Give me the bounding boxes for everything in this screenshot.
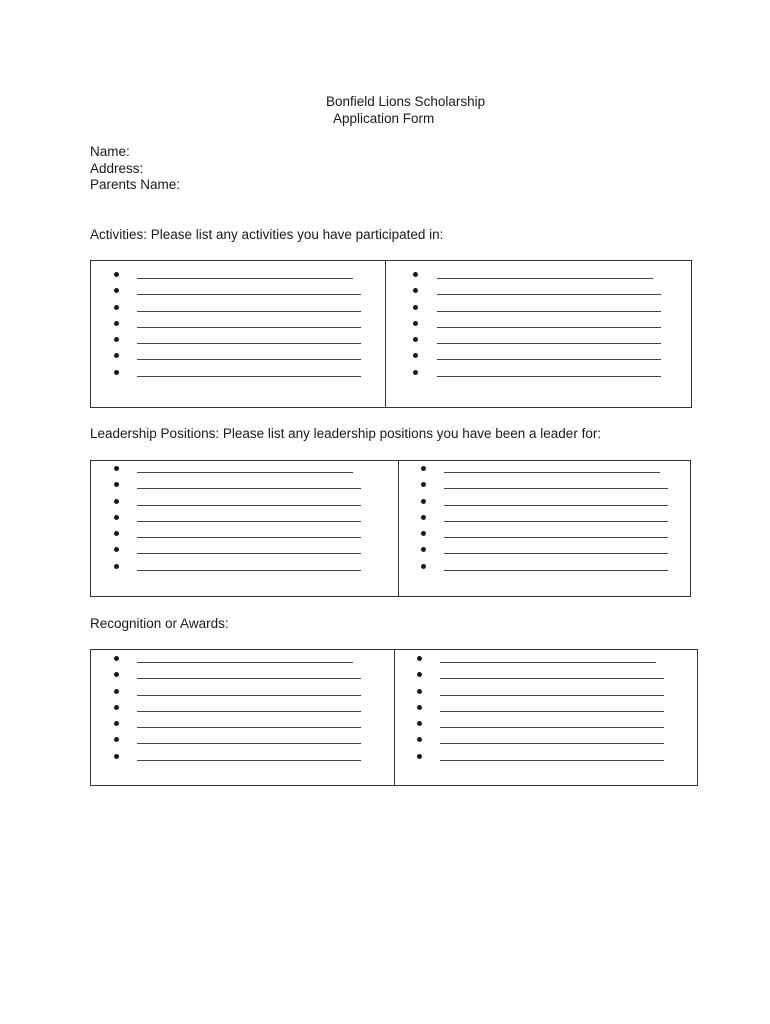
blank-entry-line[interactable] bbox=[137, 727, 361, 728]
blank-entry-line[interactable] bbox=[437, 311, 661, 312]
blank-entry-line[interactable] bbox=[440, 695, 664, 696]
bullet-dot bbox=[114, 705, 119, 710]
blank-entry-line[interactable] bbox=[440, 662, 656, 663]
bullet-dot bbox=[114, 656, 119, 661]
form-title-line-1: Bonfield Lions Scholarship bbox=[326, 94, 486, 109]
bullet-dot bbox=[114, 466, 119, 471]
awards-heading: Recognition or Awards: bbox=[90, 616, 229, 631]
bullet-dot bbox=[114, 689, 119, 694]
activities-heading: Activities: Please list any activities you have participated in: bbox=[90, 227, 444, 242]
blank-entry-line[interactable] bbox=[137, 472, 353, 473]
blank-entry-line[interactable] bbox=[437, 294, 661, 295]
blank-entry-line[interactable] bbox=[137, 327, 361, 328]
blank-entry-line[interactable] bbox=[137, 359, 361, 360]
blank-entry-line[interactable] bbox=[437, 278, 653, 279]
blank-entry-line[interactable] bbox=[440, 760, 664, 761]
blank-entry-line[interactable] bbox=[137, 488, 361, 489]
blank-entry-line[interactable] bbox=[444, 472, 660, 473]
bullet-dot bbox=[417, 656, 422, 661]
bullet-dot bbox=[114, 515, 119, 520]
blank-entry-line[interactable] bbox=[137, 505, 361, 506]
form-title-line-2: Application Form bbox=[333, 111, 435, 126]
bullet-dot bbox=[114, 321, 119, 326]
blank-entry-line[interactable] bbox=[137, 376, 361, 377]
bullet-dot bbox=[413, 370, 418, 375]
blank-entry-line[interactable] bbox=[137, 760, 361, 761]
blank-entry-line[interactable] bbox=[137, 521, 361, 522]
bullet-dot bbox=[114, 754, 119, 759]
leadership-box bbox=[90, 460, 691, 597]
blank-entry-line[interactable] bbox=[440, 678, 664, 679]
leadership-heading: Leadership Positions: Please list any leadership positions you have been a leader for: bbox=[90, 426, 602, 441]
activities-box bbox=[90, 260, 692, 408]
bullet-dot bbox=[417, 689, 422, 694]
blank-entry-line[interactable] bbox=[440, 711, 664, 712]
blank-entry-line[interactable] bbox=[137, 311, 361, 312]
awards-box bbox=[90, 649, 698, 786]
bullet-dot bbox=[421, 515, 426, 520]
bullet-dot bbox=[114, 305, 119, 310]
blank-entry-line[interactable] bbox=[137, 695, 361, 696]
activities-box-divider bbox=[385, 261, 386, 407]
bullet-dot bbox=[114, 564, 119, 569]
blank-entry-line[interactable] bbox=[440, 743, 664, 744]
bullet-dot bbox=[413, 321, 418, 326]
blank-entry-line[interactable] bbox=[437, 359, 661, 360]
blank-entry-line[interactable] bbox=[137, 294, 361, 295]
bullet-dot bbox=[421, 564, 426, 569]
blank-entry-line[interactable] bbox=[440, 727, 664, 728]
blank-entry-line[interactable] bbox=[137, 662, 353, 663]
bullet-dot bbox=[417, 705, 422, 710]
blank-entry-line[interactable] bbox=[137, 278, 353, 279]
leadership-box-divider bbox=[398, 461, 399, 596]
bullet-dot bbox=[114, 499, 119, 504]
blank-entry-line[interactable] bbox=[137, 678, 361, 679]
blank-entry-line[interactable] bbox=[137, 553, 361, 554]
bullet-dot bbox=[114, 272, 119, 277]
bullet-dot bbox=[413, 272, 418, 277]
blank-entry-line[interactable] bbox=[444, 553, 668, 554]
blank-entry-line[interactable] bbox=[437, 327, 661, 328]
blank-entry-line[interactable] bbox=[444, 488, 668, 489]
awards-box-divider bbox=[394, 650, 395, 785]
bullet-dot bbox=[417, 754, 422, 759]
blank-entry-line[interactable] bbox=[137, 743, 361, 744]
blank-entry-line[interactable] bbox=[137, 711, 361, 712]
blank-entry-line[interactable] bbox=[137, 343, 361, 344]
bullet-dot bbox=[413, 305, 418, 310]
bullet-dot bbox=[421, 499, 426, 504]
blank-entry-line[interactable] bbox=[137, 570, 361, 571]
blank-entry-line[interactable] bbox=[444, 505, 668, 506]
parents-name-label: Parents Name: bbox=[90, 177, 181, 192]
blank-entry-line[interactable] bbox=[437, 376, 661, 377]
blank-entry-line[interactable] bbox=[137, 537, 361, 538]
blank-entry-line[interactable] bbox=[444, 537, 668, 538]
blank-entry-line[interactable] bbox=[444, 570, 668, 571]
address-label: Address: bbox=[90, 161, 144, 176]
blank-entry-line[interactable] bbox=[437, 343, 661, 344]
bullet-dot bbox=[114, 370, 119, 375]
blank-entry-line[interactable] bbox=[444, 521, 668, 522]
bullet-dot bbox=[421, 466, 426, 471]
name-label: Name: bbox=[90, 144, 130, 159]
